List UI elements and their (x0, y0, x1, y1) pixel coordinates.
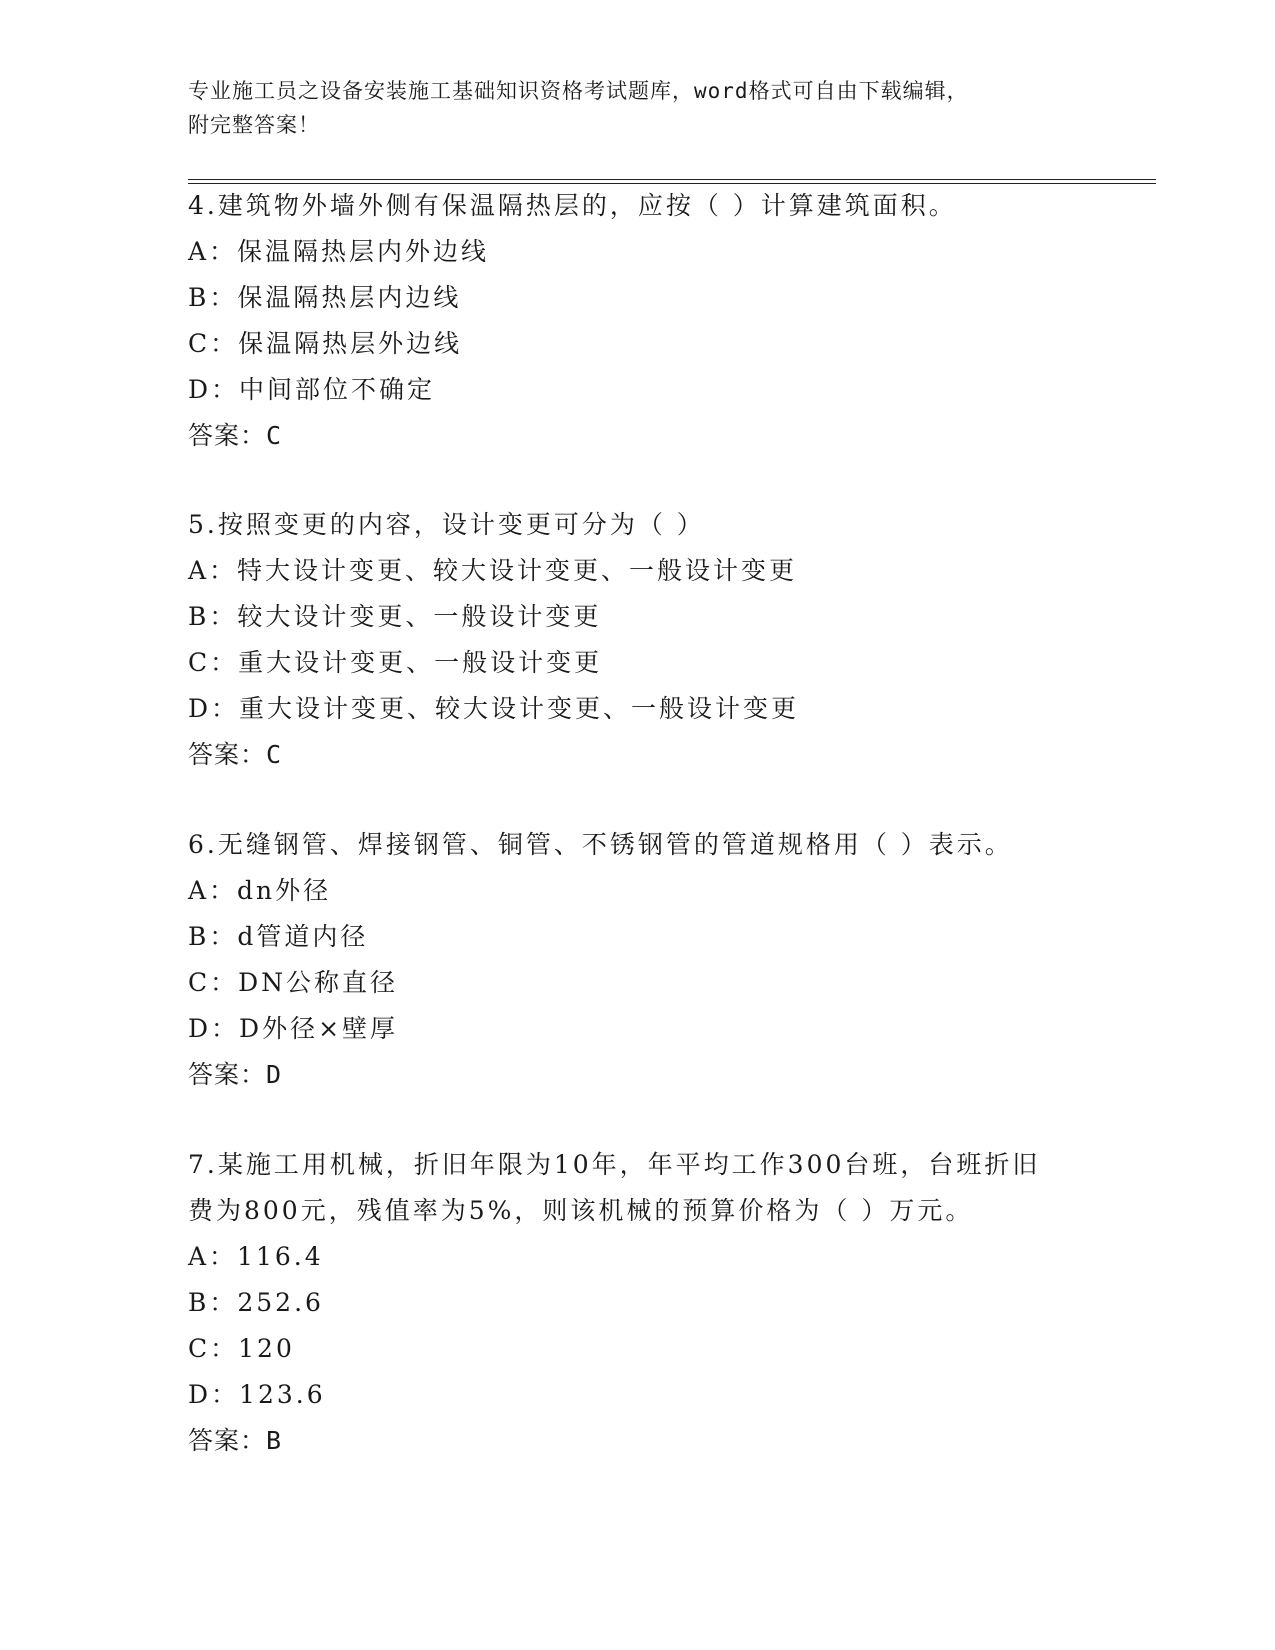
option-d: D：重大设计变更、较大设计变更、一般设计变更 (188, 694, 800, 723)
option-d: D：D外径×壁厚 (188, 1014, 399, 1043)
option-c: C：重大设计变更、一般设计变更 (188, 648, 603, 677)
document-header (188, 74, 1088, 142)
option-b: B：较大设计变更、一般设计变更 (188, 602, 602, 631)
option-c: C：DN公称直径 (188, 968, 399, 997)
option-b: B：d管道内径 (188, 922, 369, 951)
option-a: A：dn外径 (188, 876, 332, 905)
question-7 (188, 1142, 1088, 1464)
answer: 答案：B (188, 1426, 283, 1455)
question-6 (188, 822, 1088, 1098)
option-a: A：保温隔热层内外边线 (188, 237, 490, 266)
option-a: A：116.4 (188, 1242, 324, 1271)
option-c: C：保温隔热层外边线 (188, 329, 463, 358)
option-b: B：252.6 (188, 1288, 324, 1317)
answer: 答案：C (188, 740, 283, 769)
question-stem-line-1: 7.某施工用机械，折旧年限为10年，年平均工作300台班，台班折旧 (188, 1150, 1041, 1179)
header-line-1: 专业施工员之设备安装施工基础知识资格考试题库，word格式可自由下载编辑， (188, 79, 969, 103)
question-4 (188, 183, 1088, 459)
question-stem-line-2: 费为800元，残值率为5%，则该机械的预算价格为（ ）万元。 (188, 1196, 974, 1225)
question-stem: 4.建筑物外墙外侧有保温隔热层的，应按（ ）计算建筑面积。 (188, 191, 957, 220)
option-a: A：特大设计变更、较大设计变更、一般设计变更 (188, 556, 798, 585)
option-b: B：保温隔热层内边线 (188, 283, 462, 312)
question-stem: 5.按照变更的内容，设计变更可分为（ ） (188, 510, 705, 539)
option-d: D：123.6 (188, 1380, 326, 1409)
option-d: D：中间部位不确定 (188, 375, 436, 404)
question-5 (188, 502, 1088, 778)
answer: 答案：C (188, 421, 283, 450)
answer: 答案：D (188, 1060, 283, 1089)
question-stem: 6.无缝钢管、焊接钢管、铜管、不锈钢管的管道规格用（ ）表示。 (188, 830, 1013, 859)
header-line-2: 附完整答案！ (188, 113, 320, 137)
option-c: C：120 (188, 1334, 295, 1363)
